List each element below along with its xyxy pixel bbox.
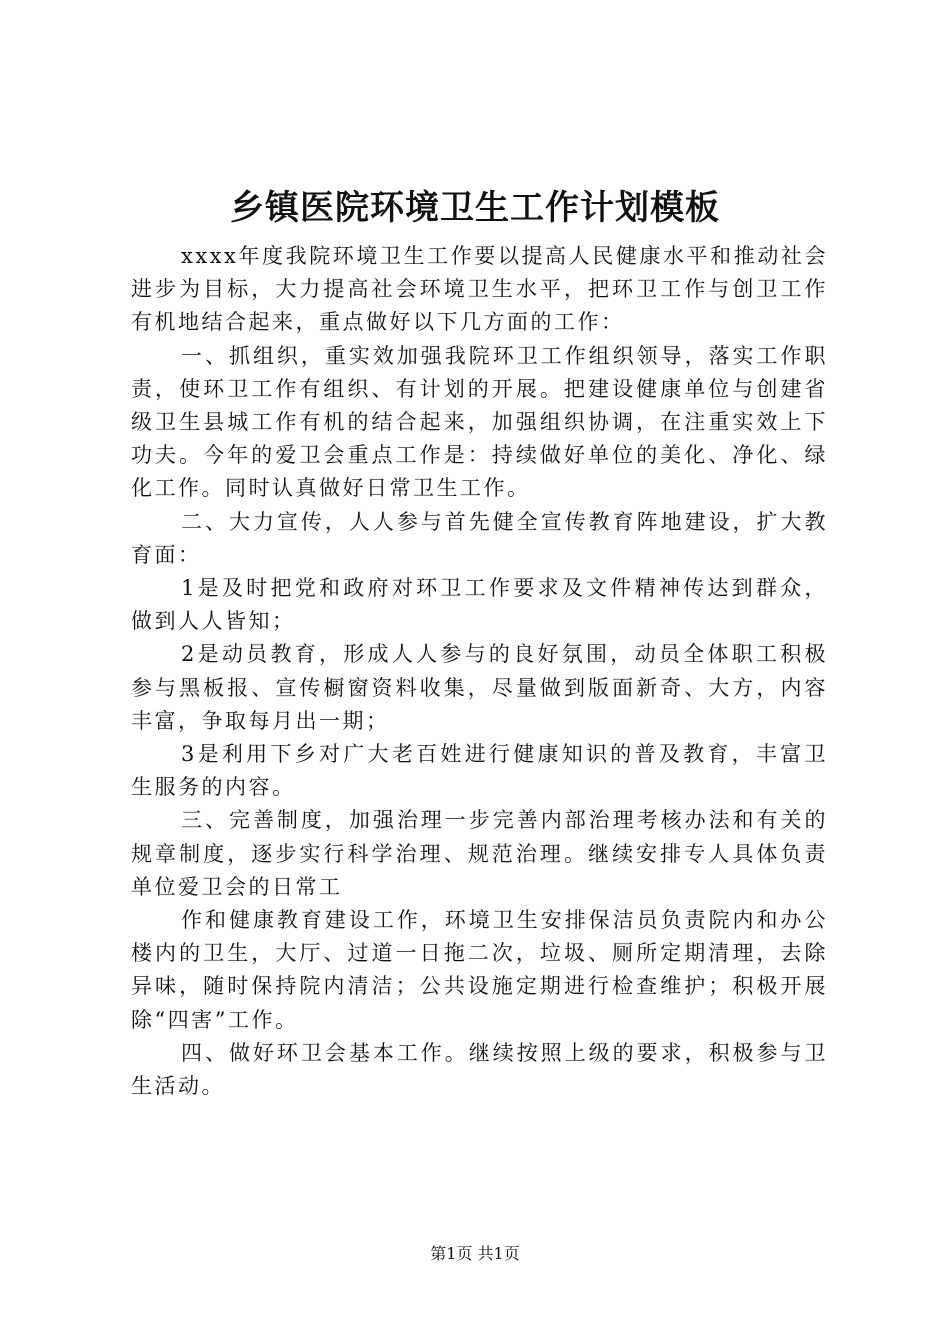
paragraph-item-2: 2是动员教育，形成人人参与的良好氛围，动员全体职工积极参与黑板报、宣传橱窗资料收集，尽量做到版面新奇、大方，内容丰富，争取每月出一期； — [131, 642, 828, 733]
paragraph-section-1: 一、抓组织，重实效加强我院环卫工作组织领导，落实工作职责，使环卫工作有组织、有计划的开展。把建设健康单位与创建省级卫生县城工作有机的结合起来，加强组织协调，在注重实效上下功夫。今年的爱卫会重点工作是：持续做好单位的美化、净化、绿化工作。同时认真做好日常卫生工作。 — [131, 343, 828, 501]
paragraph-intro: xxxx年度我院环境卫生工作要以提高人民健康水平和推动社会进步为目标，大力提高社会环境卫生水平，把环卫工作与创卫工作有机地结合起来，重点做好以下几方面的工作： — [131, 244, 828, 335]
page-footer: 第1页 共1页 — [430, 1244, 520, 1263]
paragraph-section-3: 三、完善制度，加强治理一步完善内部治理考核办法和有关的规章制度，逐步实行科学治理、规范治理。继续安排专人具体负责单位爱卫会的日常工 — [131, 808, 828, 899]
paragraph-item-3: 3是利用下乡对广大老百姓进行健康知识的普及教育，丰富卫生服务的内容。 — [131, 742, 828, 800]
document-title: 乡镇医院环境卫生工作计划模板 — [230, 188, 720, 228]
paragraph-section-2: 二、大力宣传，人人参与首先健全宣传教育阵地建设，扩大教育面： — [131, 509, 828, 567]
paragraph-section-4: 四、做好环卫会基本工作。继续按照上级的要求，积极参与卫生活动。 — [131, 1040, 828, 1099]
paragraph-item-1: 1是及时把党和政府对环卫工作要求及文件精神传达到群众，做到人人皆知； — [131, 576, 828, 634]
document-body — [131, 240, 828, 1103]
paragraph-section-3-continued: 作和健康教育建设工作，环境卫生安排保洁员负责院内和办公楼内的卫生，大厅、过道一日拖二次，垃圾、厕所定期清理，去除异味，随时保持院内清洁；公共设施定期进行检查维护；积极开展除“四害”工作。 — [131, 908, 828, 1032]
